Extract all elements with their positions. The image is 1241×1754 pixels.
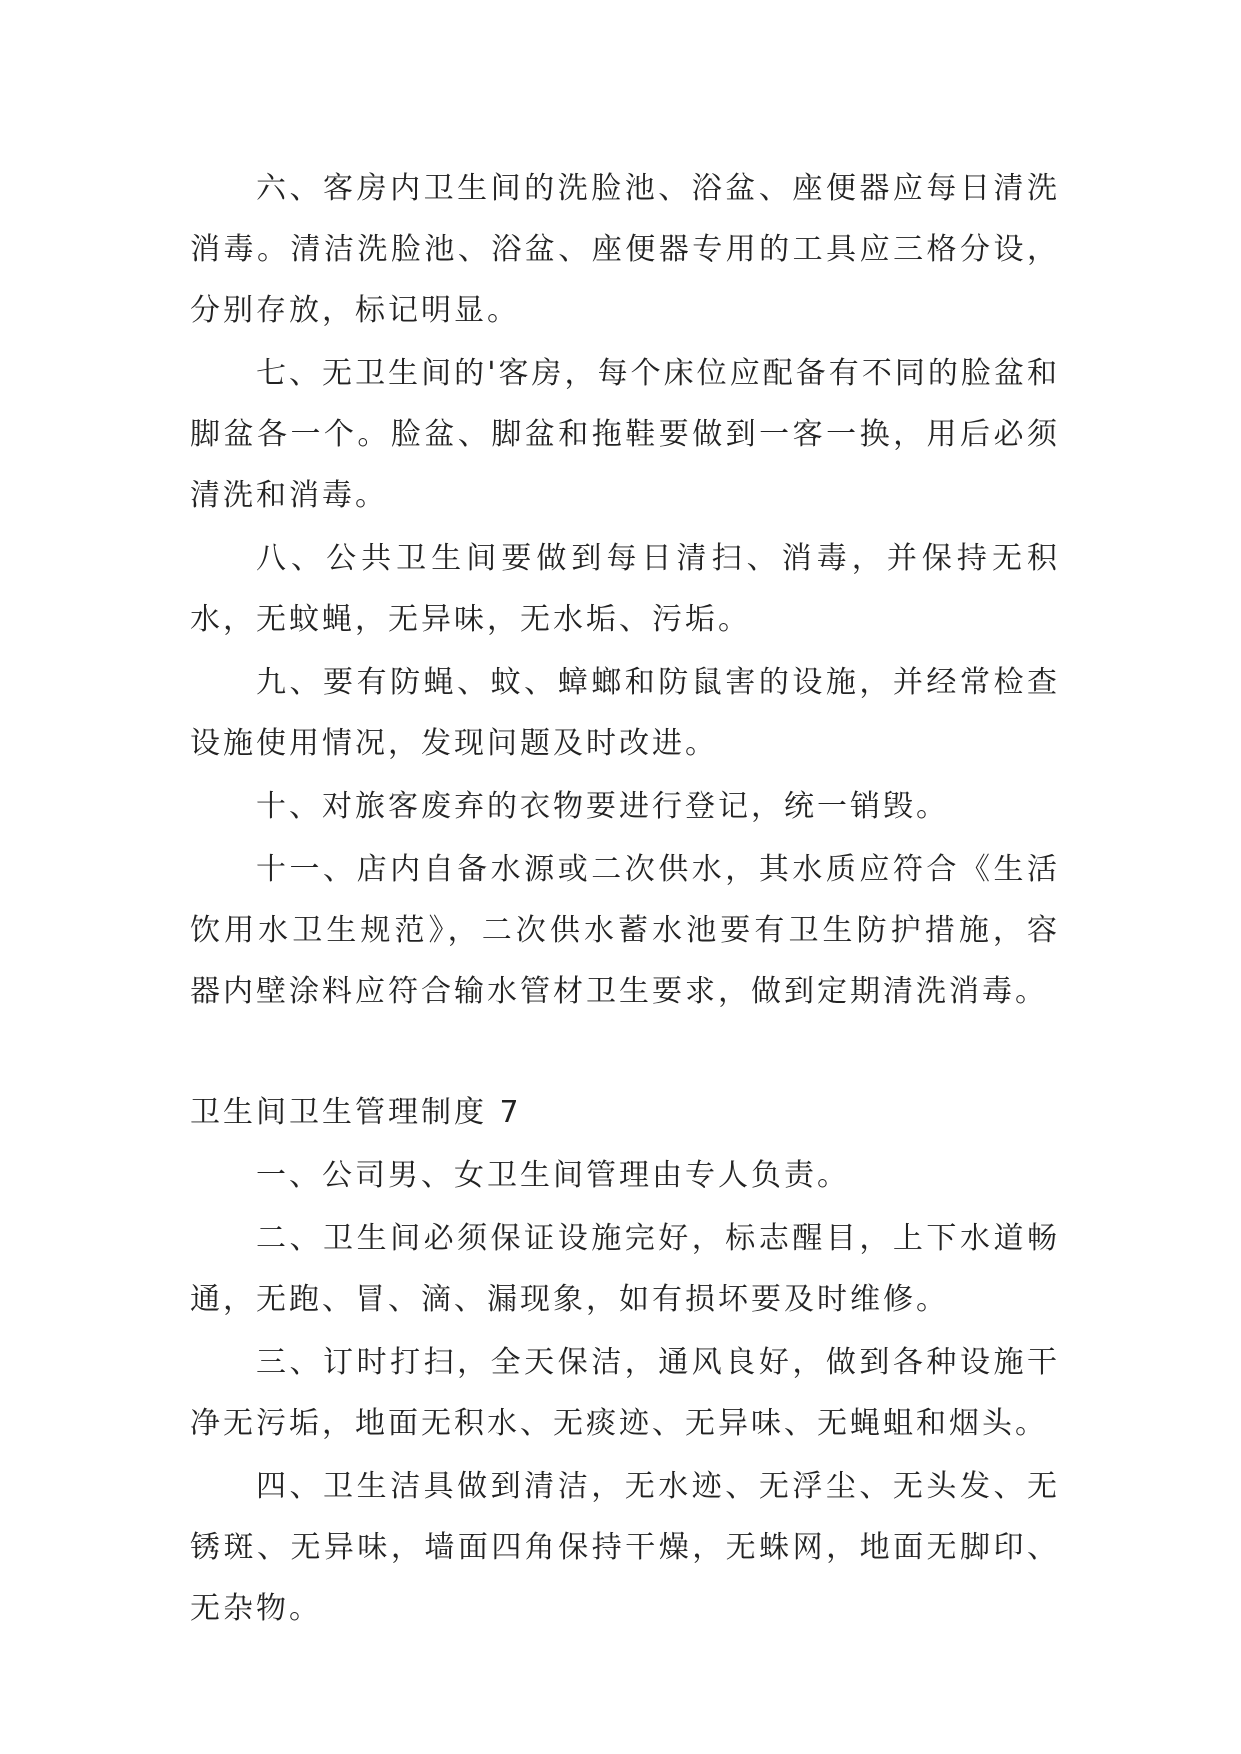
rule-3: 三、订时打扫，全天保洁，通风良好，做到各种设施干净无污垢，地面无积水、无痰迹、无异味、无蝇蛆和烟头。 xyxy=(190,1345,1060,1441)
paragraph-9: 九、要有防蝇、蚊、蟑螂和防鼠害的设施，并经常检查设施使用情况，发现问题及时改进。 xyxy=(190,665,1060,761)
paragraph-7: 七、无卫生间的'客房，每个床位应配备有不同的脸盆和脚盆各一个。脸盆、脚盆和拖鞋要做到一客一换，用后必须清洗和消毒。 xyxy=(190,356,1060,513)
rule-4: 四、卫生洁具做到清洁，无水迹、无浮尘、无头发、无锈斑、无异味，墙面四角保持干燥，无蛛网，地面无脚印、无杂物。 xyxy=(190,1469,1060,1626)
document-body xyxy=(190,158,1060,1641)
rule-2: 二、卫生间必须保证设施完好，标志醒目，上下水道畅通，无跑、冒、滴、漏现象，如有损坏要及时维修。 xyxy=(190,1221,1060,1317)
paragraph-6: 六、客房内卫生间的洗脸池、浴盆、座便器应每日清洗消毒。清洁洗脸池、浴盆、座便器专用的工具应三格分设，分别存放，标记明显。 xyxy=(190,171,1060,328)
paragraph-10: 十、对旅客废弃的衣物要进行登记，统一销毁。 xyxy=(256,789,949,824)
paragraph-11: 十一、店内自备水源或二次供水，其水质应符合《生活饮用水卫生规范》，二次供水蓄水池要有卫生防护措施，容器内壁涂料应符合输水管材卫生要求，做到定期清洗消毒。 xyxy=(190,852,1060,1009)
rule-1: 一、公司男、女卫生间管理由专人负责。 xyxy=(256,1158,850,1193)
section-title: 卫生间卫生管理制度 7 xyxy=(190,1095,522,1130)
paragraph-8: 八、公共卫生间要做到每日清扫、消毒，并保持无积水，无蚊蝇，无异味，无水垢、污垢。 xyxy=(190,541,1060,637)
